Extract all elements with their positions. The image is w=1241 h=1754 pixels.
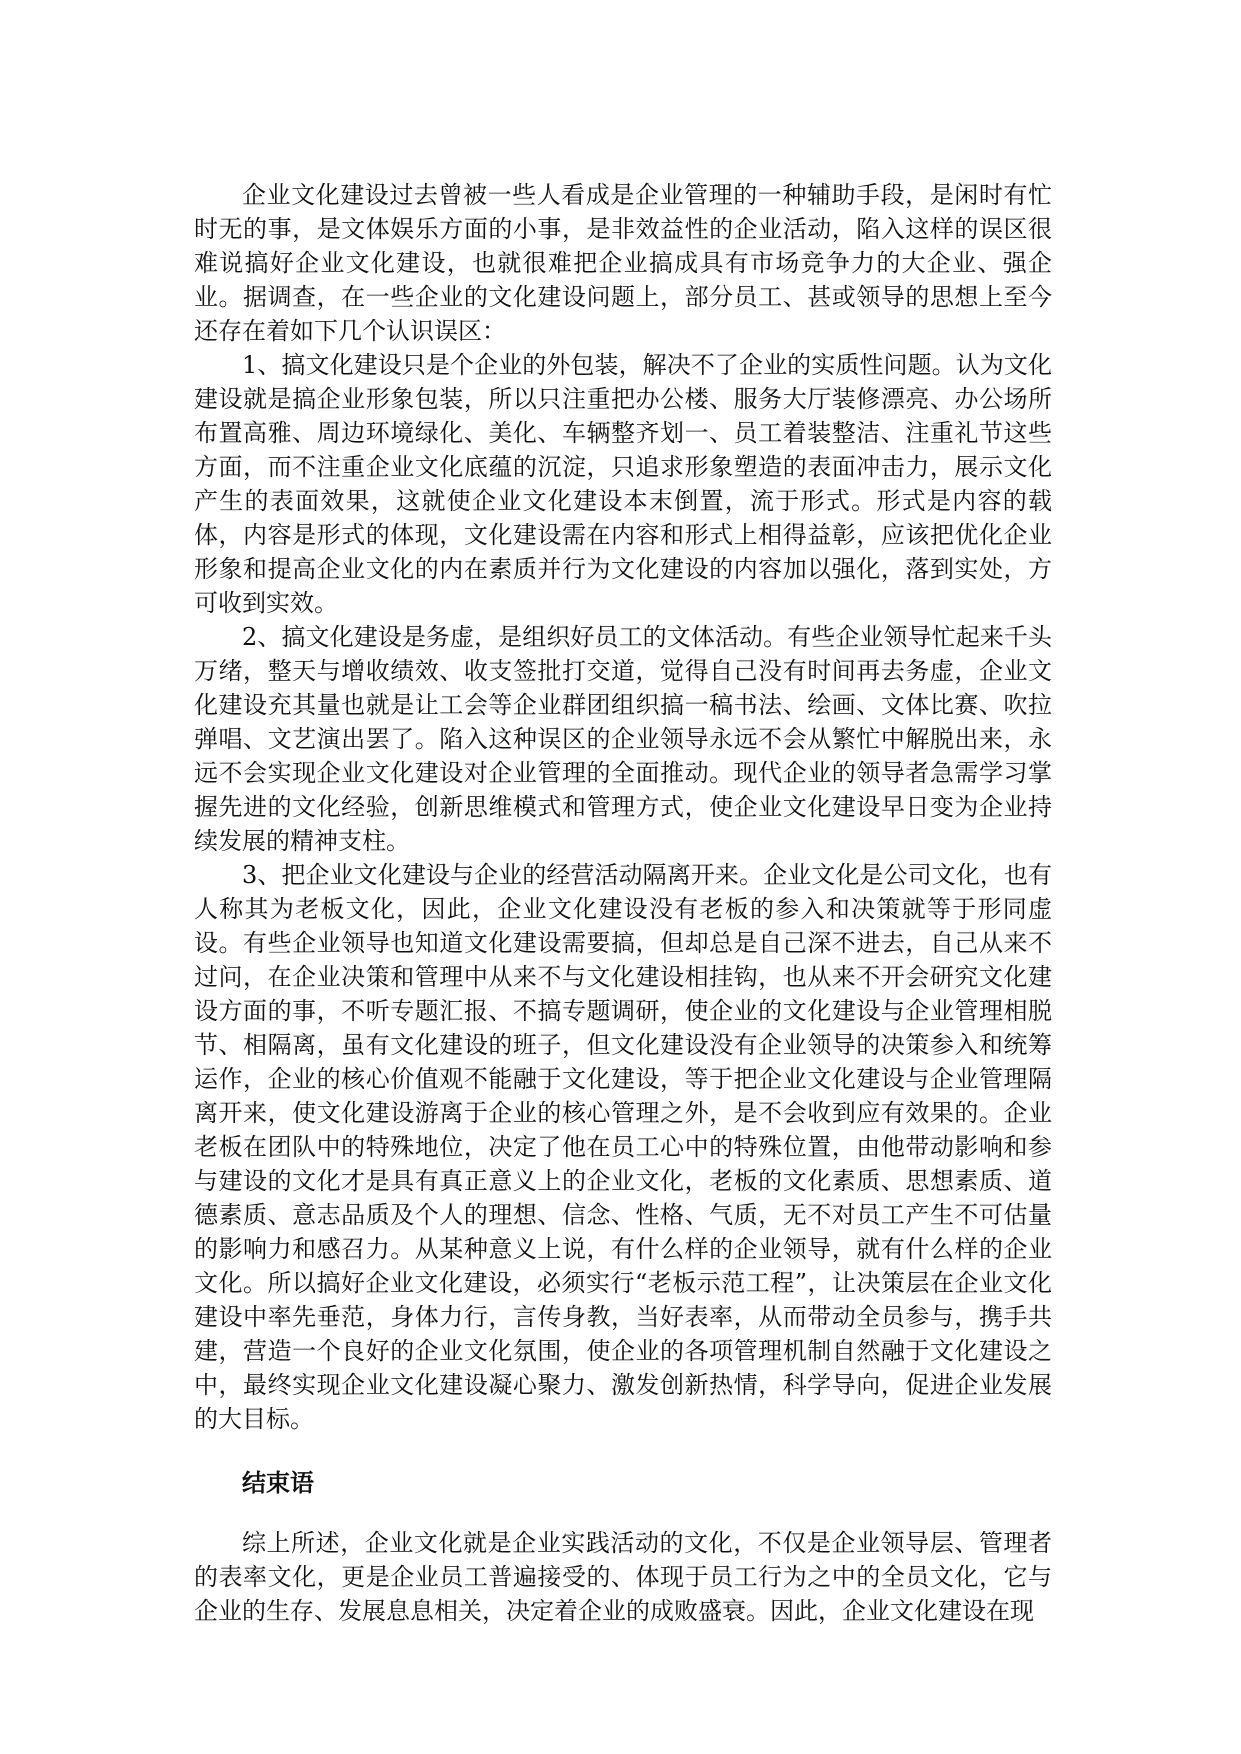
paragraph-misconception-2: 2、搞文化建设是务虚，是组织好员工的文体活动。有些企业领导忙起来千头万绪，整天与增收绩效、收支签批打交道，觉得自己没有时间再去务虚，企业文化建设充其量也就是让工会等企业群团组织搞一稿书法、绘画、文体比赛、吹拉弹唱、文艺演出罢了。陷入这种误区的企业领导永远不会从繁忙中解脱出来，永远不会实现企业文化建设对企业管理的全面推动。现代企业的领导者急需学习掌握先进的文化经验，创新思维模式和管理方式，使企业文化建设早日变为企业持续发展的精神支柱。 bbox=[194, 623, 1052, 855]
paragraph-misconception-3: 3、把企业文化建设与企业的经营活动隔离开来。企业文化是公司文化，也有人称其为老板文化，因此，企业文化建设没有老板的参入和决策就等于形同虚设。有些企业领导也知道文化建设需要搞，但却总是自己深不进去，自己从来不过问，在企业决策和管理中从来不与文化建设相挂钩，也从来不开会研究文化建设方面的事，不听专题汇报、不搞专题调研，使企业的文化建设与企业管理相脱节、相隔离，虽有文化建设的班子，但文化建设没有企业领导的决策参入和统筹运作，企业的核心价值观不能融于文化建设，等于把企业文化建设与企业管理隔离开来，使文化建设游离于企业的核心管理之外，是不会收到应有效果的。企业老板在团队中的特殊地位，决定了他在员工心中的特殊位置，由他带动影响和参与建设的文化才是具有真正意义上的企业文化，老板的文化素质、思想素质、道德素质、意志品质及个人的理想、信念、性格、气质，无不对员工产生不可估量的影响力和感召力。从某种意义上说，有什么样的企业领导，就有什么样的企业文化。所以搞好企业文化建设，必须实行“老板示范工程”，让决策层在企业文化建设中率先垂范，身体力行，言传身教，当好表率，从而带动全员参与，携手共建，营造一个良好的企业文化氛围，使企业的各项管理机制自然融于文化建设之中，最终实现企业文化建设凝心聚力、激发创新热情，科学导向，促进企业发展的大目标。 bbox=[194, 861, 1052, 1433]
section-heading-conclusion: 结束语 bbox=[242, 1469, 314, 1497]
paragraph-intro: 企业文化建设过去曾被一些人看成是企业管理的一种辅助手段，是闲时有忙时无的事，是文体娱乐方面的小事，是非效益性的企业活动，陷入这样的误区很难说搞好企业文化建设，也就很难把企业搞成具有市场竞争力的大企业、强企业。据调查，在一些企业的文化建设问题上，部分员工、甚或领导的思想上至今还存在着如下几个认识误区： bbox=[194, 181, 1052, 345]
paragraph-conclusion: 综上所述，企业文化就是企业实践活动的文化，不仅是企业领导层、管理者的表率文化，更是企业员工普遍接受的、体现于员工行为之中的全员文化，它与企业的生存、发展息息相关，决定着企业的成败盛衰。因此，企业文化建设在现 bbox=[194, 1529, 1052, 1625]
paragraph-misconception-1: 1、搞文化建设只是个企业的外包装，解决不了企业的实质性问题。认为文化建设就是搞企业形象包装，所以只注重把办公楼、服务大厅装修漂亮、办公场所布置高雅、周边环境绿化、美化、车辆整齐划一、员工着装整洁、注重礼节这些方面，而不注重企业文化底蕴的沉淀，只追求形象塑造的表面冲击力，展示文化产生的表面效果，这就使企业文化建设本末倒置，流于形式。形式是内容的载体，内容是形式的体现，文化建设需在内容和形式上相得益彰，应该把优化企业形象和提高企业文化的内在素质并行为文化建设的内容加以强化，落到实处，方可收到实效。 bbox=[194, 351, 1052, 617]
document-body bbox=[194, 178, 1052, 1628]
